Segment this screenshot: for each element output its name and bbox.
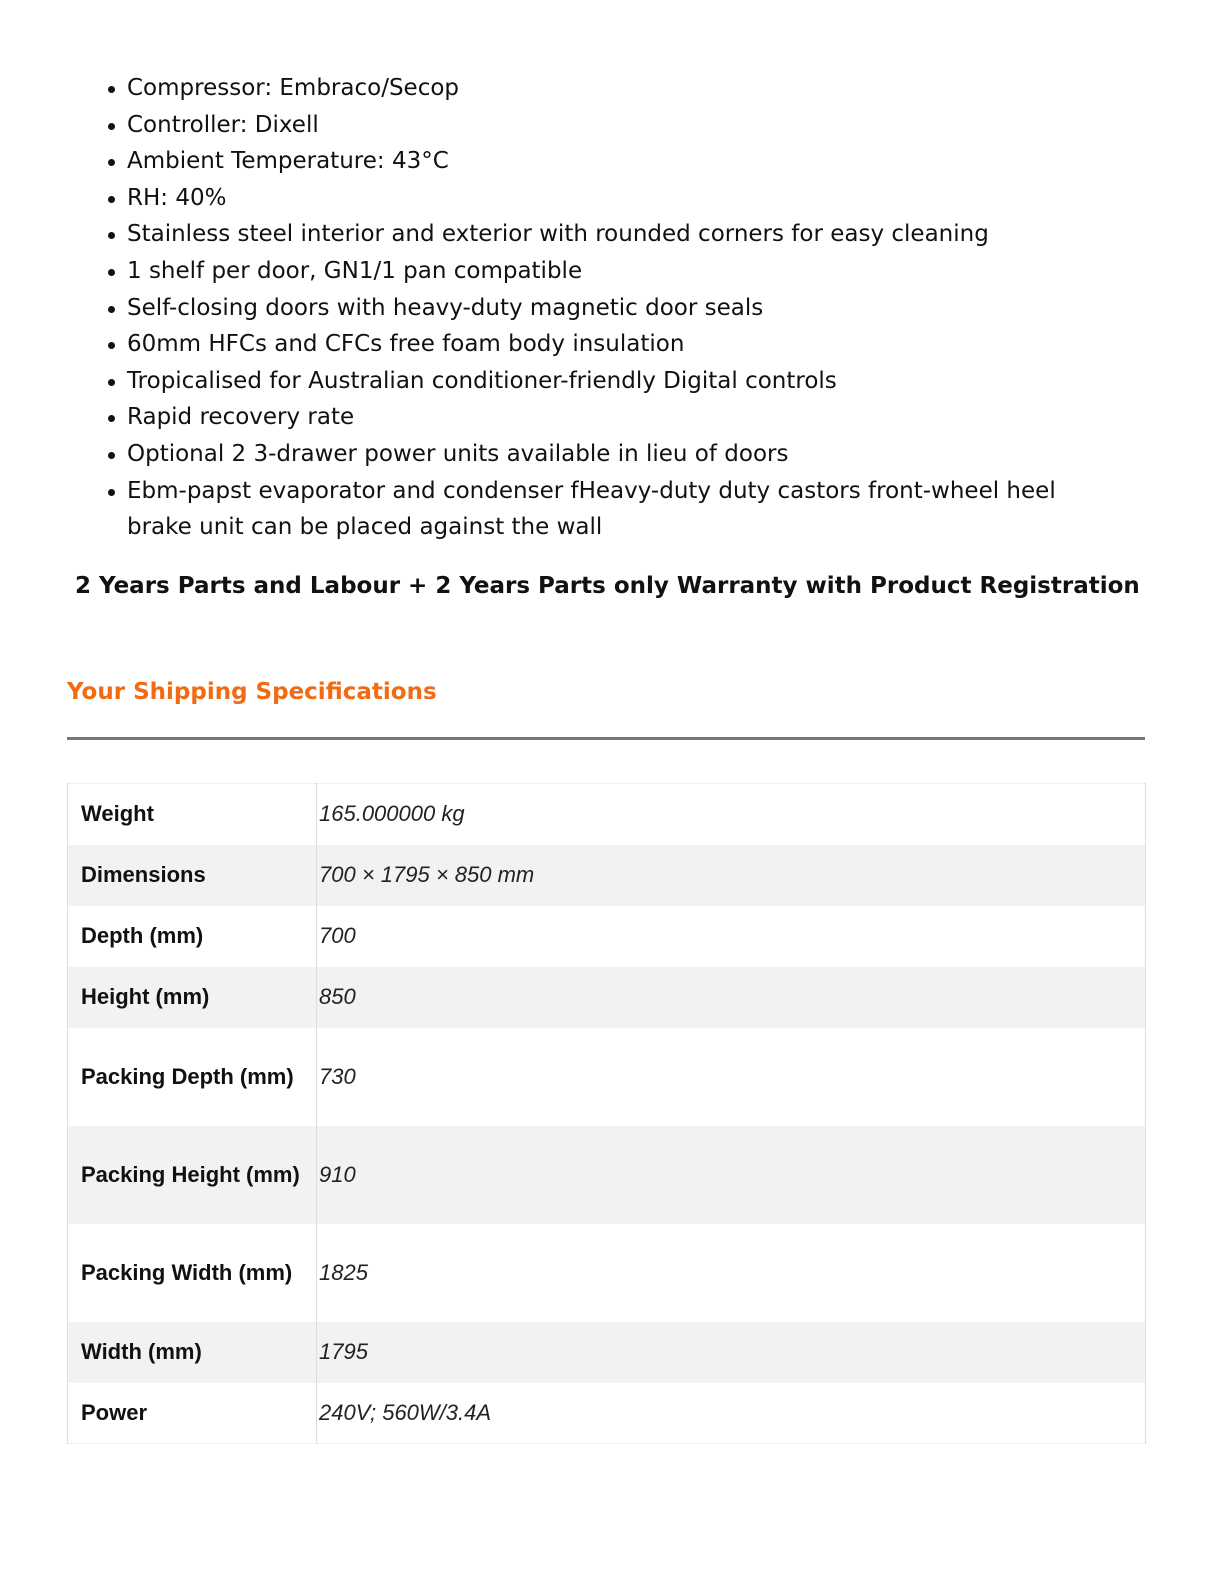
spec-row-packing-depth: [68, 1028, 1146, 1126]
spec-value: 700: [319, 923, 356, 948]
spec-value: 910: [317, 1126, 1146, 1224]
spec-row-packing-width: [68, 1224, 1146, 1322]
spec-label: Weight: [68, 784, 317, 845]
warranty-statement: 2 Years Parts and Labour + 2 Years Parts only Warranty with Product Registration: [67, 573, 1140, 599]
spec-value: 850: [317, 967, 1146, 1028]
feature-list: [0, 70, 1224, 546]
feature-item: Tropicalised for Australian conditioner-friendly Digital controls: [127, 363, 1224, 400]
spec-label: Power: [68, 1383, 317, 1444]
section-divider: [67, 737, 1145, 740]
spec-value: 1795: [317, 1322, 1146, 1383]
shipping-specifications-heading: Your Shipping Specifications: [67, 679, 437, 705]
spec-row-weight: [68, 784, 1146, 845]
spec-value: 165.000000 kg: [319, 801, 465, 827]
feature-item: Self-closing doors with heavy-duty magnetic door seals: [127, 290, 1224, 327]
spec-label: Packing Width (mm): [68, 1224, 317, 1322]
spec-row-packing-height: [68, 1126, 1146, 1224]
spec-value: 730: [319, 1063, 356, 1089]
feature-item: Ebm-papst evaporator and condenser fHeavy-duty duty castors front-wheel heel brake unit can be placed against the wall: [127, 473, 1224, 546]
spec-label: Depth (mm): [68, 906, 317, 967]
feature-item: Rapid recovery rate: [127, 399, 1224, 436]
spec-row-height: [68, 967, 1146, 1028]
spec-row-dimensions: [68, 845, 1146, 906]
feature-item: 60mm HFCs and CFCs free foam body insulation: [127, 326, 1224, 363]
feature-item: 1 shelf per door, GN1/1 pan compatible: [127, 253, 1224, 290]
spec-label: Packing Depth (mm): [68, 1028, 317, 1126]
spec-row-power: [68, 1383, 1146, 1444]
spec-label: Packing Height (mm): [68, 1126, 317, 1224]
spec-value: 240V; 560W/3.4A: [319, 1399, 492, 1425]
feature-item: Controller: Dixell: [127, 107, 1224, 144]
spec-label: Dimensions: [68, 845, 317, 906]
spec-value: 700 × 1795 × 850 mm: [317, 845, 1146, 906]
feature-item: Stainless steel interior and exterior with rounded corners for easy cleaning: [127, 216, 1224, 253]
spec-label: Height (mm): [68, 967, 317, 1028]
shipping-spec-table: [67, 783, 1146, 1444]
spec-row-depth: [68, 906, 1146, 967]
spec-value: 1825: [319, 1259, 368, 1285]
feature-item: RH: 40%: [127, 180, 1224, 217]
feature-item: Ambient Temperature: 43°C: [127, 143, 1224, 180]
feature-item: Optional 2 3-drawer power units available in lieu of doors: [127, 436, 1224, 473]
feature-item: Compressor: Embraco/Secop: [127, 70, 1224, 107]
spec-row-width: [68, 1322, 1146, 1383]
spec-label: Width (mm): [68, 1322, 317, 1383]
